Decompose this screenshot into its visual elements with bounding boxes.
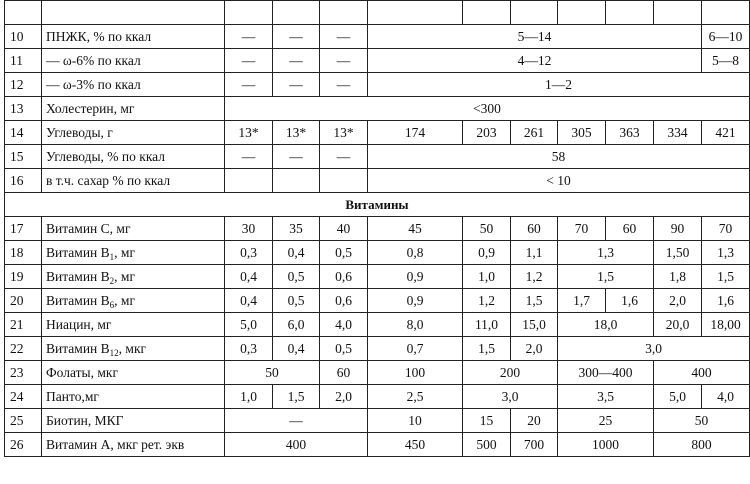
value-cell: 0,9 [368, 289, 463, 313]
table-row [5, 265, 750, 289]
value-cell: 5—8 [702, 49, 750, 73]
value-cell: 300—400 [558, 361, 654, 385]
value-cell: 90 [654, 217, 702, 241]
value-cell: 45 [368, 217, 463, 241]
value-cell: 261 [511, 121, 558, 145]
row-number: 14 [5, 121, 42, 145]
value-cell: — [320, 145, 368, 169]
value-cell: 60 [511, 217, 558, 241]
table-row [5, 385, 750, 409]
value-cell: 18,0 [558, 313, 654, 337]
nutrient-name [42, 1, 225, 25]
value-cell: 3,0 [463, 385, 558, 409]
value-cell: — [320, 73, 368, 97]
value-cell: 70 [702, 217, 750, 241]
value-cell [273, 1, 320, 25]
row-number: 22 [5, 337, 42, 361]
value-cell: 40 [320, 217, 368, 241]
value-cell [320, 1, 368, 25]
value-cell: 0,8 [368, 241, 463, 265]
value-cell: 2,0 [320, 385, 368, 409]
nutrient-name [42, 385, 225, 409]
value-cell: 50 [463, 217, 511, 241]
value-cell: 4,0 [320, 313, 368, 337]
value-cell: 200 [463, 361, 558, 385]
value-cell: 0,3 [225, 337, 273, 361]
value-cell: 60 [606, 217, 654, 241]
value-cell: 15,0 [511, 313, 558, 337]
value-cell: 60 [320, 361, 368, 385]
value-cell: 1,0 [225, 385, 273, 409]
value-cell: 1000 [558, 433, 654, 457]
value-cell: 0,3 [225, 241, 273, 265]
table-row [5, 121, 750, 145]
row-number: 25 [5, 409, 42, 433]
value-cell: 1—2 [368, 73, 750, 97]
nutrient-label: Витамин А, мкг рет. экв [46, 436, 185, 452]
value-cell: 0,4 [273, 241, 320, 265]
value-cell: 1,2 [511, 265, 558, 289]
value-cell: — [225, 49, 273, 73]
value-cell: 5,0 [225, 313, 273, 337]
nutrient-label: Углеводы, % по ккал [46, 148, 166, 164]
row-number: 20 [5, 289, 42, 313]
value-cell: — [225, 25, 273, 49]
value-cell: 1,8 [654, 265, 702, 289]
nutrient-label: Панто,мг [46, 388, 99, 404]
value-cell: 0,4 [225, 265, 273, 289]
nutrient-name [42, 97, 225, 121]
value-cell: 700 [511, 433, 558, 457]
nutrient-name [42, 217, 225, 241]
value-cell: 20 [511, 409, 558, 433]
value-cell: — [273, 73, 320, 97]
value-cell: 35 [273, 217, 320, 241]
nutrient-unit: , мкг [118, 340, 147, 356]
value-cell: 100 [368, 361, 463, 385]
nutrient-name [42, 289, 225, 313]
value-cell: 0,5 [320, 241, 368, 265]
value-cell: 203 [463, 121, 511, 145]
table-row [5, 97, 750, 121]
value-cell: — [320, 49, 368, 73]
table-row [5, 409, 750, 433]
nutrient-label: в т.ч. сахар % по ккал [46, 172, 171, 188]
nutrient-name [42, 337, 225, 361]
nutrient-name [42, 25, 225, 49]
value-cell: 1,6 [606, 289, 654, 313]
value-cell [702, 1, 750, 25]
value-cell: 334 [654, 121, 702, 145]
nutrient-subscript: 2 [109, 275, 115, 286]
value-cell: 400 [225, 433, 368, 457]
table-row [5, 241, 750, 265]
row-number: 16 [5, 169, 42, 193]
nutrient-name [42, 49, 225, 73]
value-cell: 305 [558, 121, 606, 145]
value-cell: 174 [368, 121, 463, 145]
table-row [5, 193, 750, 217]
nutrient-name [42, 73, 225, 97]
nutrient-subscript: 12 [109, 347, 119, 358]
row-number: 18 [5, 241, 42, 265]
value-cell: 363 [606, 121, 654, 145]
value-cell [320, 169, 368, 193]
value-cell [273, 169, 320, 193]
row-number: 10 [5, 25, 42, 49]
value-cell: 500 [463, 433, 511, 457]
value-cell: 70 [558, 217, 606, 241]
value-cell: 1,3 [558, 241, 654, 265]
nutrient-label: ПНЖК, % по ккал [46, 28, 152, 44]
table-row [5, 313, 750, 337]
value-cell: 13* [225, 121, 273, 145]
value-cell: 1,6 [702, 289, 750, 313]
nutrient-unit: , мг [114, 244, 136, 260]
value-cell: 1,2 [463, 289, 511, 313]
value-cell: — [225, 73, 273, 97]
value-cell: 1,5 [463, 337, 511, 361]
value-cell: 1,3 [702, 241, 750, 265]
nutrient-name [42, 121, 225, 145]
value-cell: — [273, 25, 320, 49]
value-cell: 0,5 [320, 337, 368, 361]
value-cell: 0,4 [225, 289, 273, 313]
table-row [5, 49, 750, 73]
nutrient-unit: , мг [114, 268, 136, 284]
nutrient-label: — ω-3% по ккал [46, 76, 141, 92]
value-cell: 8,0 [368, 313, 463, 337]
nutrient-subscript: 1 [109, 251, 115, 262]
value-cell [654, 1, 702, 25]
value-cell [558, 1, 606, 25]
value-cell: — [320, 25, 368, 49]
value-cell: — [225, 409, 368, 433]
nutrient-label: Углеводы, г [46, 124, 113, 140]
value-cell: 2,5 [368, 385, 463, 409]
value-cell: 450 [368, 433, 463, 457]
value-cell: 1,5 [702, 265, 750, 289]
value-cell: 10 [368, 409, 463, 433]
table-row [5, 217, 750, 241]
row-number: 23 [5, 361, 42, 385]
nutrient-label: — ω-6% по ккал [46, 52, 141, 68]
nutrient-unit: , мг [114, 292, 136, 308]
nutrient-name [42, 145, 225, 169]
value-cell: 0,6 [320, 289, 368, 313]
nutrient-name [42, 313, 225, 337]
row-number: 13 [5, 97, 42, 121]
nutrient-name [42, 433, 225, 457]
value-cell: 400 [654, 361, 750, 385]
value-cell: 50 [654, 409, 750, 433]
nutrition-table [4, 0, 750, 457]
nutrient-name [42, 361, 225, 385]
value-cell: 0,7 [368, 337, 463, 361]
value-cell: 30 [225, 217, 273, 241]
nutrient-name [42, 265, 225, 289]
row-number [5, 1, 42, 25]
value-cell: 800 [654, 433, 750, 457]
value-cell: 0,9 [368, 265, 463, 289]
value-cell: 1,0 [463, 265, 511, 289]
value-cell: 20,0 [654, 313, 702, 337]
value-cell: 0,6 [320, 265, 368, 289]
value-cell [511, 1, 558, 25]
nutrient-label: Витамин B [46, 244, 110, 260]
table-row [5, 25, 750, 49]
value-cell: 1,1 [511, 241, 558, 265]
value-cell: 1,7 [558, 289, 606, 313]
nutrient-label: Витамин B [46, 340, 110, 356]
value-cell [368, 1, 463, 25]
value-cell: 25 [558, 409, 654, 433]
table-row [5, 169, 750, 193]
nutrient-name [42, 241, 225, 265]
table-row [5, 361, 750, 385]
row-number: 26 [5, 433, 42, 457]
value-cell: 6,0 [273, 313, 320, 337]
value-cell [463, 1, 511, 25]
value-cell: 11,0 [463, 313, 511, 337]
table-row [5, 145, 750, 169]
value-cell: 18,00 [702, 313, 750, 337]
value-cell: 0,4 [273, 337, 320, 361]
row-number: 19 [5, 265, 42, 289]
value-cell: 5—14 [368, 25, 702, 49]
value-cell: — [273, 145, 320, 169]
value-cell: 50 [225, 361, 320, 385]
row-number: 17 [5, 217, 42, 241]
value-cell: 0,5 [273, 289, 320, 313]
nutrient-name [42, 409, 225, 433]
table-row [5, 73, 750, 97]
value-cell: 1,5 [558, 265, 654, 289]
value-cell: 421 [702, 121, 750, 145]
value-cell: 3,0 [558, 337, 750, 361]
nutrient-label: Витамин С, мг [46, 220, 131, 236]
table-row [5, 337, 750, 361]
value-cell: 1,5 [273, 385, 320, 409]
value-cell: < 10 [368, 169, 750, 193]
row-number: 12 [5, 73, 42, 97]
table-row [5, 433, 750, 457]
value-cell: 6—10 [702, 25, 750, 49]
nutrient-label: Витамин B [46, 268, 110, 284]
value-cell [225, 169, 273, 193]
value-cell: 1,5 [511, 289, 558, 313]
table-row [5, 289, 750, 313]
table-row [5, 1, 750, 25]
value-cell: 0,5 [273, 265, 320, 289]
row-number: 21 [5, 313, 42, 337]
nutrient-name [42, 169, 225, 193]
value-cell: 5,0 [654, 385, 702, 409]
value-cell: 4,0 [702, 385, 750, 409]
value-cell: 13* [320, 121, 368, 145]
nutrient-label: Биотин, МКГ [46, 412, 124, 428]
value-cell: 4—12 [368, 49, 702, 73]
nutrient-label: Холестерин, мг [46, 100, 135, 116]
nutrient-subscript: 6 [109, 299, 115, 310]
value-cell [225, 1, 273, 25]
value-cell: 3,5 [558, 385, 654, 409]
value-cell: — [225, 145, 273, 169]
nutrient-label: Витамин B [46, 292, 110, 308]
value-cell: 2,0 [654, 289, 702, 313]
value-cell: 13* [273, 121, 320, 145]
value-cell: 2,0 [511, 337, 558, 361]
nutrient-label: Ниацин, мг [46, 316, 112, 332]
value-cell: 58 [368, 145, 750, 169]
value-cell: 15 [463, 409, 511, 433]
section-header: Витамины [5, 193, 750, 217]
nutrient-label: Фолаты, мкг [46, 364, 118, 380]
value-cell [606, 1, 654, 25]
row-number: 15 [5, 145, 42, 169]
value-cell: 1,50 [654, 241, 702, 265]
value-cell: 0,9 [463, 241, 511, 265]
value-cell: <300 [225, 97, 750, 121]
value-cell: — [273, 49, 320, 73]
row-number: 24 [5, 385, 42, 409]
row-number: 11 [5, 49, 42, 73]
